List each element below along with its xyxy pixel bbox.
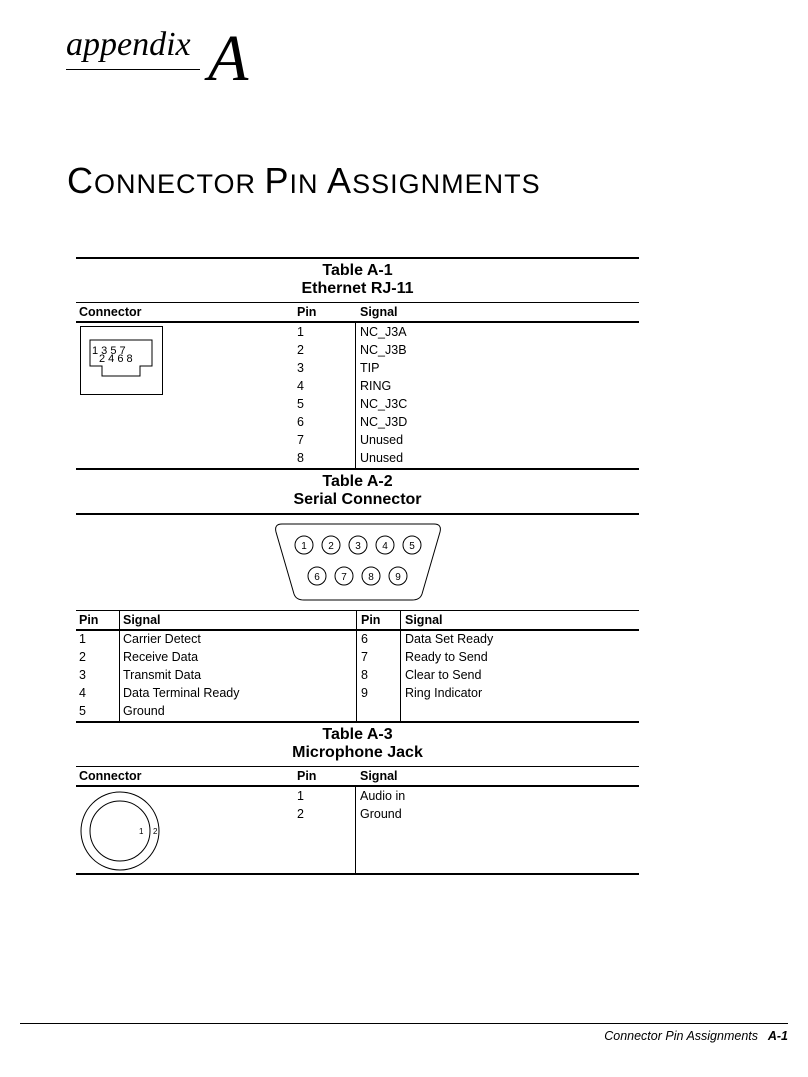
db9-pin-label: 7: [341, 572, 347, 583]
table2-signal-cell: Ready to Send: [405, 650, 488, 664]
table1-col-connector: Connector: [79, 305, 142, 319]
table1-col-pin: Pin: [297, 305, 317, 319]
title-initial-p: P: [264, 160, 290, 201]
table1-name: Ethernet RJ-11: [301, 280, 414, 297]
table1-pin-cell: 6: [297, 415, 304, 429]
table2-bottom-rule: [76, 721, 639, 723]
table2-header-bottom-rule: [76, 629, 639, 631]
table1-top-rule: [76, 257, 639, 259]
table2-signal-cell: Data Terminal Ready: [123, 686, 240, 700]
db9-pin-label: 4: [382, 541, 388, 552]
footer-page-number: A-1: [767, 1029, 788, 1043]
table1-signal-cell: NC_J3A: [360, 325, 407, 339]
table1-label: Table A-1: [322, 262, 393, 279]
table1-signal-cell: Unused: [360, 433, 404, 447]
table2-pin-cell: 6: [361, 632, 368, 646]
table3-pin-cell: 2: [297, 807, 304, 821]
microphone-jack-diagram: [78, 790, 164, 872]
title-part-3: SSIGNMENTS: [352, 169, 541, 199]
table1-pin-cell: 2: [297, 343, 304, 357]
table1-signal-cell: NC_J3C: [360, 397, 408, 411]
table2-col-signal-left: Signal: [123, 613, 161, 627]
table1-pin-cell: 7: [297, 433, 304, 447]
table2-pin-cell: 4: [79, 686, 86, 700]
mic-pin-1-label: 1: [139, 827, 144, 836]
table1-divider: [355, 322, 356, 468]
table3-name: Microphone Jack: [292, 744, 423, 761]
table3-signal-cell: Audio in: [360, 789, 406, 803]
footer-section-title: Connector Pin Assignments: [604, 1029, 758, 1043]
table2-col-pin-left: Pin: [79, 613, 99, 627]
table1-header-top-rule: [76, 302, 639, 303]
db9-pin-label: 3: [355, 541, 361, 552]
rj11-bottom-pins: 2 4 6 8: [99, 353, 133, 365]
db9-pin-label: 9: [395, 572, 401, 583]
table3-header-top-rule: [76, 766, 639, 767]
table2-pin-cell: 5: [79, 704, 86, 718]
table1-header-bottom-rule: [76, 321, 639, 323]
table2-signal-cell: Ground: [123, 704, 165, 718]
table1-pin-cell: 4: [297, 379, 304, 393]
table1-signal-cell: RING: [360, 379, 392, 393]
footer-rule: [20, 1023, 788, 1024]
rj11-jack-diagram: [80, 326, 164, 396]
table2-pin-cell: 3: [79, 668, 86, 682]
table3-header-bottom-rule: [76, 785, 639, 787]
title-initial-a: A: [327, 160, 353, 201]
table3-bottom-rule: [76, 873, 639, 875]
table2-pin-cell: 1: [79, 632, 86, 646]
table2-col-pin-right: Pin: [361, 613, 381, 627]
table2-pin-cell: 2: [79, 650, 86, 664]
table2-label: Table A-2: [322, 473, 393, 490]
title-initial-c: C: [67, 160, 94, 201]
table2-signal-cell: Receive Data: [123, 650, 199, 664]
table2-signal-cell: Carrier Detect: [123, 632, 201, 646]
table1-signal-cell: Unused: [360, 451, 404, 465]
table2-pin-cell: 9: [361, 686, 368, 700]
db9-pin-label: 6: [314, 572, 320, 583]
table3-pin-cell: 1: [297, 789, 304, 803]
table3-divider: [355, 786, 356, 873]
table1-pin-cell: 1: [297, 325, 304, 339]
chapter-title: [67, 160, 541, 201]
table3-col-connector: Connector: [79, 769, 142, 783]
db9-pin-label: 2: [328, 541, 334, 552]
title-part-2: IN: [289, 169, 328, 199]
table2-pin-cell: 7: [361, 650, 368, 664]
table2-signal-cell: Ring Indicator: [405, 686, 483, 700]
db9-connector-diagram: [270, 518, 446, 606]
table2-divider-2: [356, 610, 357, 721]
db9-pin-label: 8: [368, 572, 374, 583]
table1-pin-cell: 3: [297, 361, 304, 375]
appendix-underline: [66, 69, 200, 70]
table3-col-signal: Signal: [360, 769, 398, 783]
title-part-1: ONNECTOR: [94, 169, 265, 199]
table2-name: Serial Connector: [293, 491, 422, 508]
table2-header-top-rule: [76, 610, 639, 611]
table1-signal-cell: NC_J3D: [360, 415, 408, 429]
table1-signal-cell: NC_J3B: [360, 343, 407, 357]
table1-col-signal: Signal: [360, 305, 398, 319]
table2-signal-cell: Data Set Ready: [405, 632, 494, 646]
rj11-top-pins: 1 3 5 7: [92, 345, 126, 357]
table2-divider-3: [400, 610, 401, 721]
db9-pin-label: 1: [301, 541, 307, 552]
appendix-letter: A: [208, 22, 249, 95]
table1-pin-cell: 8: [297, 451, 304, 465]
table3-col-pin: Pin: [297, 769, 317, 783]
table1-pin-cell: 5: [297, 397, 304, 411]
table3-signal-cell: Ground: [360, 807, 402, 821]
table2-pin-cell: 8: [361, 668, 368, 682]
table2-title-rule: [76, 513, 639, 515]
appendix-label: appendix: [66, 26, 191, 63]
table2-signal-cell: Transmit Data: [123, 668, 202, 682]
table2-divider-1: [119, 610, 120, 721]
db9-pin-label: 5: [409, 541, 415, 552]
table1-signal-cell: TIP: [360, 361, 380, 375]
table3-label: Table A-3: [322, 726, 393, 743]
table2-col-signal-right: Signal: [405, 613, 443, 627]
table1-bottom-rule: [76, 468, 639, 470]
table2-signal-cell: Clear to Send: [405, 668, 482, 682]
mic-pin-2-label: 2: [153, 827, 158, 836]
